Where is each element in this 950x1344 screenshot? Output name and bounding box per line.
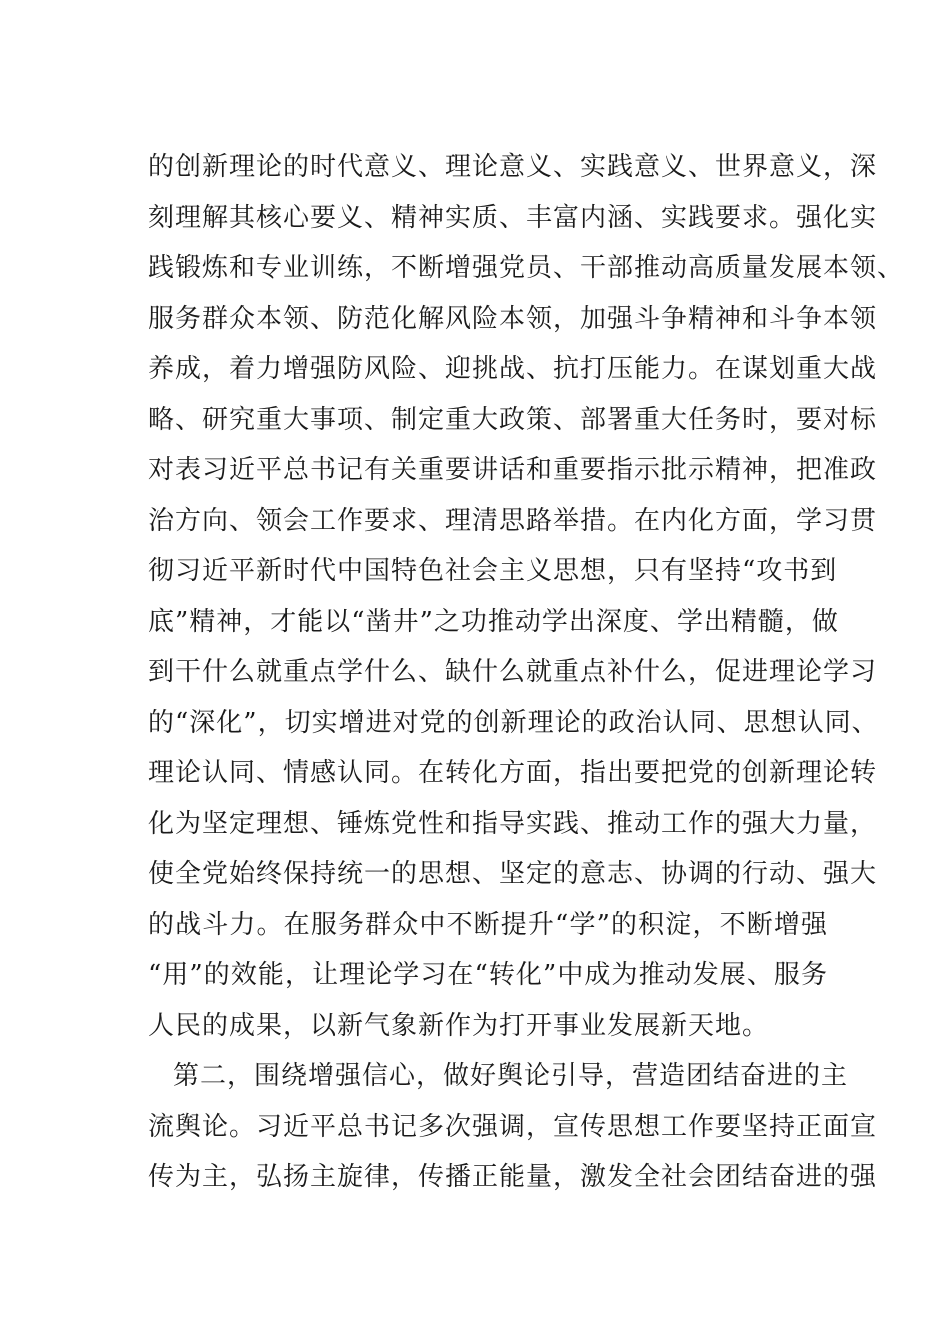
text-line: 的创新理论的时代意义、理论意义、实践意义、世界意义，深 <box>148 152 878 182</box>
text-line: 服务群众本领、防范化解风险本领，加强斗争精神和斗争本领 <box>148 303 878 334</box>
text-line: 流舆论。习近平总书记多次强调，宣传思想工作要坚持正面宣 <box>148 1111 878 1142</box>
text-line: “用”的效能，让理论学习在“转化”中成为推动发展、服务 <box>148 960 828 990</box>
paragraph-start-line: 第二，围绕增强信心，做好舆论引导，营造团结奋进的主 <box>173 1061 849 1091</box>
text-line: 传为主，弘扬主旋律，传播正能量，激发全社会团结奋进的强 <box>148 1162 878 1192</box>
body-text <box>148 142 905 1203</box>
text-line: 治方向、领会工作要求、理清思路举措。在内化方面，学习贯 <box>148 505 878 536</box>
text-line: 的“深化”，切实增进对党的创新理论的政治认同、思想认同、 <box>148 707 879 738</box>
text-line: 理论认同、情感认同。在转化方面，指出要把党的创新理论转 <box>148 758 878 788</box>
text-line: 略、研究重大事项、制定重大政策、部署重大任务时，要对标 <box>148 404 878 435</box>
text-line: 彻习近平新时代中国特色社会主义思想，只有坚持“攻书到 <box>148 556 838 586</box>
text-line: 养成，着力增强防风险、迎挑战、抗打压能力。在谋划重大战 <box>148 354 878 384</box>
text-line: 到干什么就重点学什么、缺什么就重点补什么，促进理论学习 <box>148 657 878 687</box>
text-line: 底”精神，才能以“凿井”之功推动学出深度、学出精髓，做 <box>148 606 839 637</box>
text-line: 刻理解其核心要义、精神实质、丰富内涵、实践要求。强化实 <box>148 202 878 233</box>
text-line: 对表习近平总书记有关重要讲话和重要指示批示精神，把准政 <box>148 455 878 485</box>
paragraph-end-line: 人民的成果，以新气象新作为打开事业发展新天地。 <box>148 1010 770 1041</box>
text-line: 的战斗力。在服务群众中不断提升“学”的积淀，不断增强 <box>148 909 828 940</box>
text-line: 践锻炼和专业训练，不断增强党员、干部推动高质量发展本领、 <box>148 253 905 283</box>
text-line: 化为坚定理想、锤炼党性和指导实践、推动工作的强大力量， <box>148 808 878 839</box>
text-line: 使全党始终保持统一的思想、坚定的意志、协调的行动、强大 <box>148 859 878 889</box>
